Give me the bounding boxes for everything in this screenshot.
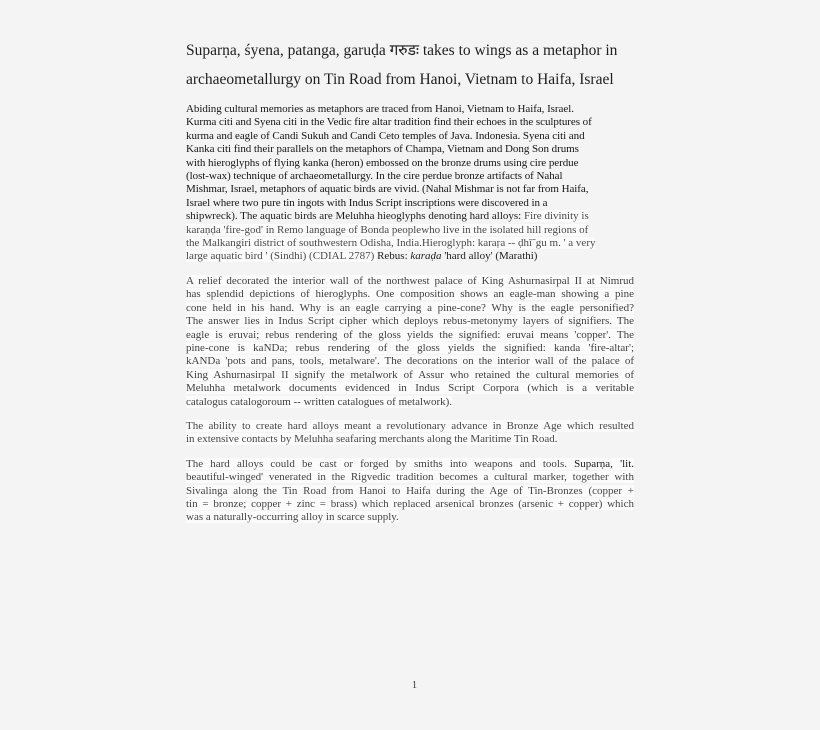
title-line: archaeometallurgy on Tin Road from Hanoi, Vietnam to Haifa, Israel bbox=[186, 71, 614, 88]
text-segment: large aquatic bird ' (Sindhi) (CDIAL 2787) bbox=[186, 250, 378, 263]
text-line bbox=[186, 498, 634, 511]
text-line bbox=[186, 288, 634, 301]
text-segment: The ability to create hard alloys meant a revolutionary advance in Bronze Age which resulted bbox=[186, 419, 634, 432]
text-segment: Suparṇa, 'lit. bbox=[574, 457, 634, 470]
text-line bbox=[186, 485, 634, 498]
text-segment: Sivalinga along the Tin Road from Hanoi to Haifa during the Age of Tin-Bronzes (copper + bbox=[186, 484, 634, 497]
text-line bbox=[186, 315, 634, 328]
text-line bbox=[186, 329, 634, 342]
text-segment: 'hard alloy' (Marathi) bbox=[441, 250, 538, 263]
paragraph-hard-alloys-advance bbox=[186, 420, 634, 447]
paragraph-suparna-tin-road bbox=[186, 458, 634, 525]
text-line: Israel where two pure tin ingots with Indus Script inscriptions were discovered in a bbox=[186, 196, 548, 209]
text-line bbox=[186, 511, 634, 524]
text-line: kurma and eagle of Candi Sukuh and Candi Ceto temples of Java. Indonesia. Syena citi and bbox=[186, 129, 585, 142]
text-segment: in extensive contacts by Meluhha seafaring merchants along the Maritime Tin Road. bbox=[186, 433, 558, 446]
text-segment: karaṇḍa 'fire-god' in Remo language of Bonda peoplewho live in the isolated hill regions of bbox=[186, 223, 589, 236]
text-line: Abiding cultural memories as metaphors are traced from Hanoi, Vietnam to Haifa, Israel. bbox=[186, 103, 574, 115]
text-line: Kurma citi and Syena citi in the Vedic fire altar tradition find their echoes in the sculptures of bbox=[186, 116, 592, 129]
text-line bbox=[186, 275, 634, 288]
text-line: Kanka citi find their parallels on the metaphors of Champa, Vietnam and Dong Son drums bbox=[186, 143, 579, 156]
text-segment: King Ashurnasirpal II signify the metalwork of Assur who retained the cultural memories of bbox=[186, 368, 634, 381]
document-page bbox=[186, 36, 634, 536]
text-segment: Rebus: bbox=[377, 250, 411, 263]
text-segment: The answer lies in Indus Script cipher which deploys rebus-metonymy layers of signifiers. The bbox=[186, 315, 634, 328]
text-line bbox=[186, 369, 634, 382]
text-line bbox=[186, 433, 634, 446]
text-line bbox=[186, 237, 634, 250]
text-line bbox=[186, 471, 634, 484]
text-segment: Meluhha metalwork documents evidenced in Indus Script Corpora (which is a veritable bbox=[186, 382, 634, 395]
text-segment: The hard alloys could be cast or forged by smiths into weapons and tools. bbox=[186, 457, 575, 470]
text-line bbox=[186, 420, 634, 433]
text-segment: beautiful-winged' venerated in the Rigvedic tradition becomes a cultural marker, together with bbox=[186, 471, 634, 484]
text-segment-italic: karaḍa bbox=[410, 250, 442, 263]
text-segment: kANDa 'pots and pans, tools, metalware'. The decorations on the interior wall of the palace of bbox=[186, 355, 634, 368]
page-number: 1 bbox=[412, 680, 417, 691]
text-line bbox=[186, 396, 634, 409]
paragraph-ashurnasirpal-relief bbox=[186, 275, 634, 409]
text-segment: has splendid depictions of hieroglyphs. One composition shows an eagle-man showing a pine bbox=[186, 288, 634, 301]
text-segment: cone held in his hand. Why is an eagle carrying a pine-cone? Why is the eagle personified? bbox=[186, 301, 634, 314]
text-line: (lost-wax) technique of archaeometallurgy. In the cire perdue bronze artifacts of Nahal bbox=[186, 170, 563, 183]
text-line: Mishmar, Israel, metaphors of aquatic birds are vivid. (Nahal Mishmar is not far from Haifa, bbox=[186, 183, 589, 196]
text-segment: A relief decorated the interior wall of the northwest palace of King Ashurnasirpal II at Nimrud bbox=[186, 274, 634, 287]
text-line bbox=[186, 355, 634, 368]
text-segment: the Malkangiri district of southwestern Odisha, India.Hieroglyph: karaṛa -- ḍhī˜gu m. ' a very bbox=[186, 237, 596, 250]
text-line bbox=[186, 250, 634, 263]
text-line: with hieroglyphs of flying kanka (heron) embossed on the bronze drums using cire perdue bbox=[186, 156, 579, 169]
text-line bbox=[186, 224, 634, 237]
text-segment: pine-cone is kaNDa; rebus rendering of the gloss yields the signified: kanda 'fire-altar'; bbox=[186, 341, 634, 354]
text-segment: tin = bronze; copper + zinc = brass) which replaced arsenical bronzes (arsenic + copper) which bbox=[186, 497, 634, 510]
text-line bbox=[186, 342, 634, 355]
document-title bbox=[186, 36, 634, 94]
text-line bbox=[186, 210, 634, 223]
text-segment: shipwreck). The aquatic birds are Meluhha hieoglyphs denoting hard alloys: bbox=[186, 210, 524, 223]
text-segment: was a naturally-occurring alloy in scarce supply. bbox=[186, 511, 399, 524]
text-line bbox=[186, 458, 634, 471]
text-segment: Fire divinity is bbox=[523, 210, 589, 223]
text-line bbox=[186, 382, 634, 395]
paragraph-abiding-memories bbox=[186, 103, 634, 264]
text-line bbox=[186, 302, 634, 315]
title-line: Suparṇa, śyena, patanga, garuḍa गरुडः takes to wings as a metaphor in bbox=[186, 42, 618, 59]
text-segment: catalogus catalogoroum -- written catalogues of metalwork). bbox=[186, 395, 453, 408]
text-segment: eagle is eruvai; rebus rendering of the gloss yields the signified: eruvai means 'copper'. The bbox=[186, 328, 634, 341]
